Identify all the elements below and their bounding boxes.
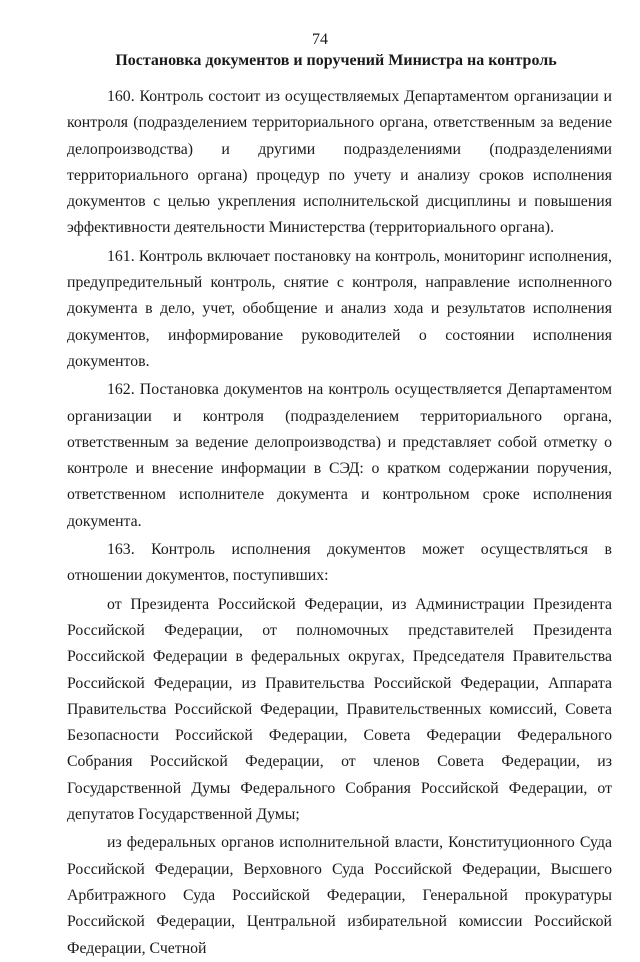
paragraph-163: 163. Контроль исполнения документов может осуществляться в отношении документов, поступивших: — [67, 541, 612, 585]
paragraph-160: 160. Контроль состоит из осуществляемых Департаментом организации и контроля (подразделением территориального органа, ответственным за ведение делопроизводства) и другими подразделениями (подразделениями территориального органа) процедур по учету и анализу сроков исполнения документов с целью укрепления исполнительской дисциплины и повышения эффективности деятельности Министерства (территориального органа). — [67, 88, 612, 237]
page-number: 74 — [312, 31, 328, 48]
paragraph-162: 162. Постановка документов на контроль осуществляется Департаментом организации и контроля (подразделением территориального органа, ответственным за ведение делопроизводства) и представляет собой отметку о контроле и внесение информации в СЭД: о кратком содержании поручения, ответственном исполнителе документа и контрольном сроке исполнения документа. — [67, 381, 612, 530]
paragraph-163-list-item-federal-bodies: из федеральных органов исполнительной власти, Конституционного Суда Российской Федерации, Верховного Суда Российской Федерации, Высшего Арбитражного Суда Российской Федерации, Генеральной прокуратуры Российской Федерации, Центральной избирательной комиссии Российской Федерации, Счетной — [67, 834, 612, 957]
section-heading: Постановка документов и поручений Министра на контроль — [115, 52, 557, 69]
paragraph-163-list-item-president: от Президента Российской Федерации, из Администрации Президента Российской Федерации, от полномочных представителей Президента Российской Федерации в федеральных округах, Председателя Правительства Российской Федерации, из Правительства Российской Федерации, Аппарата Правительства Российской Федерации, Правительственных комиссий, Совета Безопасности Российской Федерации, Совета Федерации Федерального Собрания Российской Федерации, от членов Совета Федерации, из Государственной Думы Федерального Собрания Российской Федерации, от депутатов Государственной Думы; — [67, 595, 612, 824]
document-body — [67, 84, 612, 962]
paragraph-161: 161. Контроль включает постановку на контроль, мониторинг исполнения, предупредительный контроль, снятие с контроля, направление исполненного документа в дело, учет, обобщение и анализ хода и результатов исполнения документов, информирование руководителей о состоянии исполнения документов. — [67, 247, 612, 370]
